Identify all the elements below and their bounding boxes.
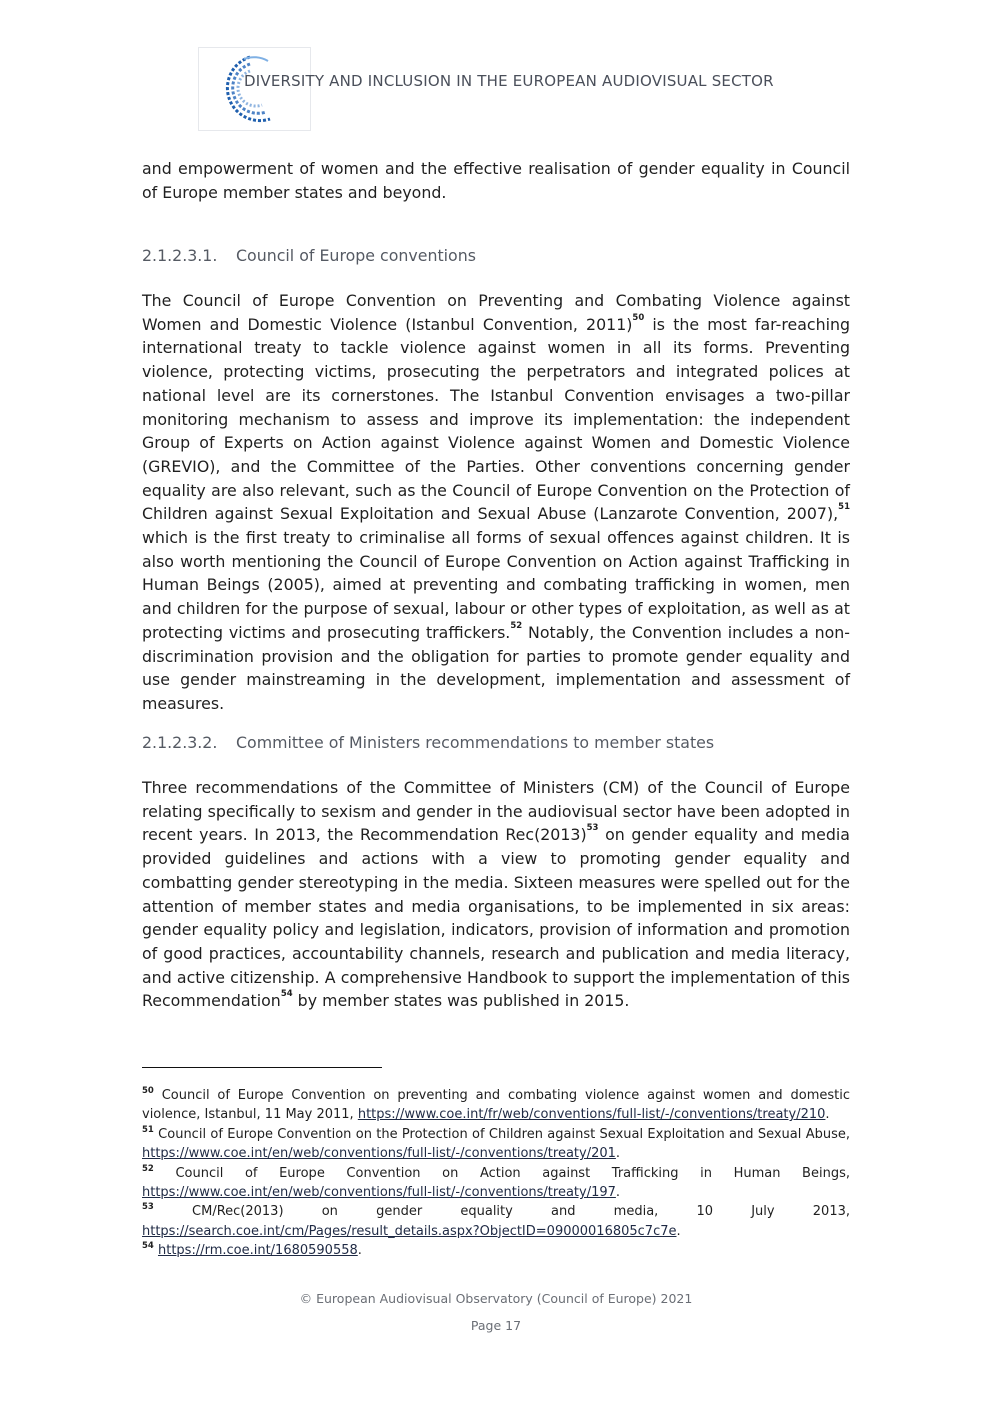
footnote-number: 51 [142, 1124, 154, 1135]
footnote-ref[interactable]: 52 [510, 620, 523, 631]
text-run: is the most far-reaching international treaty to tackle violence against women in all its forms. Preventing violence, protecting victims, prosecuting the perpetrators and integrated polices at national level are its cornerstones. The Istanbul Convention envisages a two-pillar monitoring mechanism to assess and improve its implementation: the independent Group of Experts on Action against Violence against Women and Domestic Violence (GREVIO), and the Committee of the Parties. Other conventions concerning gender equality are also relevant, such as the Council of Europe Convention on the Protection of Children against Sexual Exploitation and Sexual Abuse (Lanzarote Convention, 2007), [142, 314, 851, 524]
footnote-tail: . [615, 1185, 621, 1201]
conventions-paragraph [142, 289, 850, 716]
text-run: The Council of Europe Convention on Preventing and Combating Violence against Women and Domestic Violence (Istanbul Convention, 2011) [142, 291, 850, 334]
footnote-text: Council of Europe Convention on Action against Trafficking in Human Beings, [153, 1165, 850, 1181]
page-number: Page 17 [470, 1318, 522, 1333]
footnote-54 [142, 1241, 850, 1260]
footnote-tail: . [615, 1146, 621, 1162]
section-number: 2.1.2.3.1. [142, 246, 218, 265]
footnote-51 [142, 1125, 850, 1164]
text-run: which is the first treaty to criminalise all forms of sexual offences against children. It is also worth mentioning the Council of Europe Convention on Action against Trafficking in Human Beings (2005), aimed at preventing and combating trafficking in women, men and children for the purpose of sexual, labour or other types of exploitation, as well as at protecting victims and prosecuting traffickers. [142, 528, 850, 642]
footnote-number: 52 [142, 1163, 154, 1174]
footnote-divider [142, 1067, 382, 1068]
footnote-number: 54 [142, 1241, 154, 1252]
footnote-number: 50 [142, 1086, 154, 1096]
footnote-link[interactable]: https://www.coe.int/en/web/conventions/full-list/-/conventions/treaty/197 [142, 1185, 616, 1201]
footnote-text: Council of Europe Convention on preventing and combating violence against women and domestic violence, Istanbul, 11 May 2011, [142, 1088, 850, 1123]
section-heading-conventions [142, 246, 476, 265]
recommendations-paragraph [142, 776, 850, 1013]
section-title: Committee of Ministers recommendations to member states [236, 733, 715, 752]
footnote-52 [142, 1164, 850, 1203]
text-run: Three recommendations of the Committee of Ministers (CM) of the Council of Europe relating specifically to sexism and gender in the audiovisual sector have been adopted in recent years. In 2013, the Recommendation Rec(2013) [142, 778, 850, 845]
header-title: DIVERSITY AND INCLUSION IN THE EUROPEAN AUDIOVISUAL SECTOR [244, 72, 774, 90]
footer-copyright: © European Audiovisual Observatory (Council of Europe) 2021 [299, 1291, 693, 1306]
footnote-ref[interactable]: 51 [838, 502, 850, 513]
footnote-link[interactable]: https://www.coe.int/fr/web/conventions/full-list/-/conventions/treaty/210 [357, 1107, 826, 1123]
footnote-text: Council of Europe Convention on the Protection of Children against Sexual Exploitation and Sexual Abuse, [153, 1126, 850, 1142]
text-run: Notably, the Convention includes a non-discrimination provision and the obligation for parties to promote gender equality and use gender mainstreaming in the development, implementation and assessment of measures. [142, 622, 850, 713]
footnote-ref[interactable]: 50 [632, 312, 645, 323]
footnote-tail: . [357, 1243, 362, 1259]
footnote-link[interactable]: https://search.coe.int/cm/Pages/result_details.aspx?ObjectID=09000016805c7c7e [142, 1223, 677, 1239]
section-heading-recommendations [142, 733, 714, 752]
section-number: 2.1.2.3.2. [142, 733, 218, 752]
footnote-50 [142, 1086, 850, 1125]
footnote-link[interactable]: https://www.coe.int/en/web/conventions/full-list/-/conventions/treaty/201 [142, 1146, 616, 1162]
footnote-ref[interactable]: 53 [586, 823, 599, 834]
footnote-ref[interactable]: 54 [280, 989, 293, 1000]
text-run: on gender equality and media provided guidelines and actions with a view to promoting gender equality and combatting gender stereotyping in the media. Sixteen measures were spelled out for the attention of member states and media organisations, to be implemented in six areas: gender equality policy and legislation, indicators, provision of information and promotion of good practices, accountability channels, research and publication and media literacy, and active citizenship. A comprehensive Handbook to support the implementation of this Recommendation [142, 825, 850, 1011]
footnote-text: CM/Rec(2013) on gender equality and media, 10 July 2013, [153, 1204, 850, 1220]
footnote-53 [142, 1202, 850, 1241]
footnote-tail: . [676, 1223, 681, 1239]
intro-paragraph: and empowerment of women and the effective realisation of gender equality in Council of Europe member states and beyond. [142, 159, 850, 202]
footnote-tail: . [825, 1107, 830, 1123]
footnote-link[interactable]: https://rm.coe.int/1680590558 [157, 1243, 358, 1259]
section-title: Council of Europe conventions [236, 246, 476, 265]
text-run: by member states was published in 2015. [292, 991, 630, 1011]
footnote-number: 53 [142, 1202, 154, 1213]
footnotes [142, 1086, 850, 1261]
